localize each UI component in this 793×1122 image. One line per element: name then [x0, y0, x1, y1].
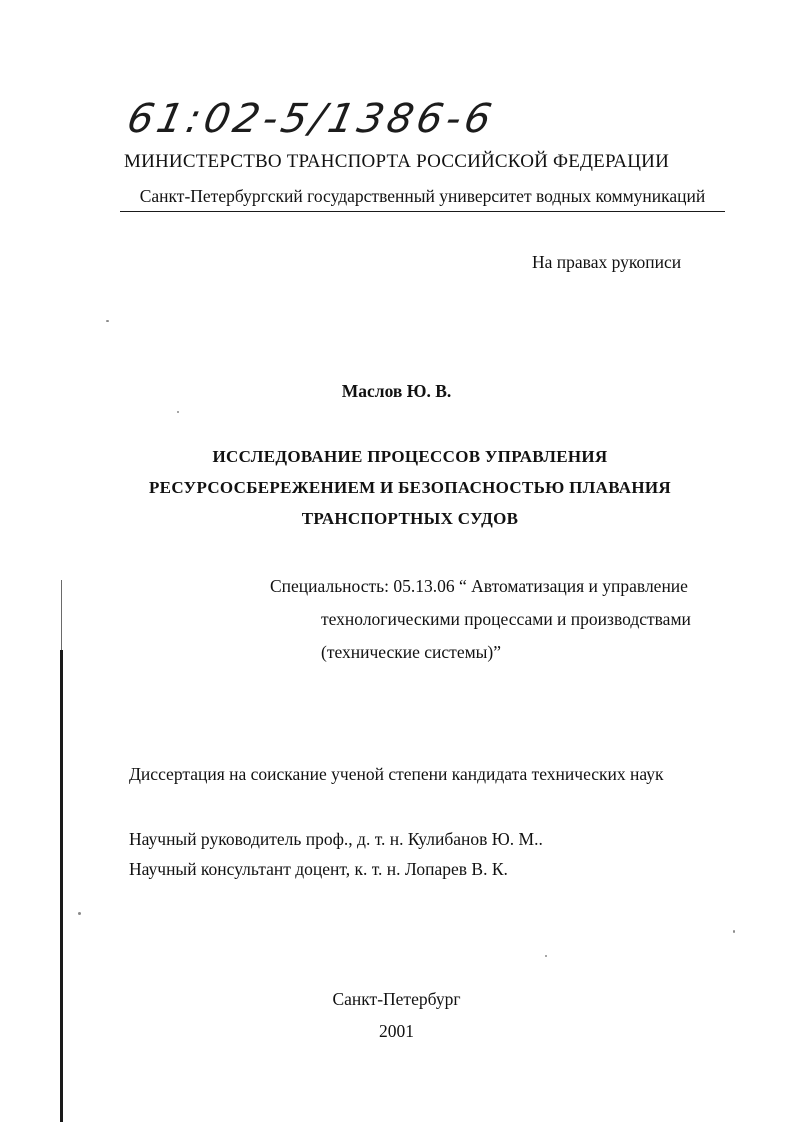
scientific-supervisor: Научный руководитель проф., д. т. н. Кулибанов Ю. М.. — [129, 829, 543, 849]
rights-note: На правах рукописи — [532, 252, 682, 272]
title-line-1: ИССЛЕДОВАНИЕ ПРОЦЕССОВ УПРАВЛЕНИЯ — [212, 447, 608, 466]
specialty-line-2: технологическими процессами и производствами — [321, 609, 691, 629]
specialty-line-3: (технические системы)” — [321, 642, 502, 662]
specialty-line-1: Специальность: 05.13.06 “ Автоматизация и управление — [270, 576, 688, 596]
handwritten-catalog-code: 61:02-5/1386-6 — [123, 96, 500, 142]
scan-speck — [106, 320, 109, 322]
scan-edge-line — [60, 650, 63, 1122]
scientific-consultant: Научный консультант доцент, к. т. н. Лопарев В. К. — [129, 859, 508, 879]
publication-year: 2001 — [379, 1021, 414, 1041]
dissertation-title — [100, 441, 720, 534]
scan-speck — [78, 912, 81, 915]
title-line-2: РЕСУРСОСБЕРЕЖЕНИЕМ И БЕЗОПАСНОСТЬЮ ПЛАВАНИЯ — [149, 478, 671, 497]
degree-statement: Диссертация на соискание ученой степени кандидата технических наук — [129, 764, 664, 784]
specialty-block — [270, 570, 691, 669]
title-line-3: ТРАНСПОРТНЫХ СУДОВ — [301, 509, 519, 528]
author-name: Маслов Ю. В. — [341, 381, 452, 401]
university-name: Санкт-Петербургский государственный университет водных коммуникаций — [120, 186, 725, 212]
city-name: Санкт-Петербург — [332, 989, 461, 1009]
scan-speck — [733, 930, 735, 933]
ministry-heading: МИНИСТЕРСТВО ТРАНСПОРТА РОССИЙСКОЙ ФЕДЕРАЦИИ — [123, 151, 669, 172]
scan-edge-shadow — [61, 580, 62, 650]
scan-speck — [545, 955, 547, 957]
scan-speck — [177, 411, 179, 413]
